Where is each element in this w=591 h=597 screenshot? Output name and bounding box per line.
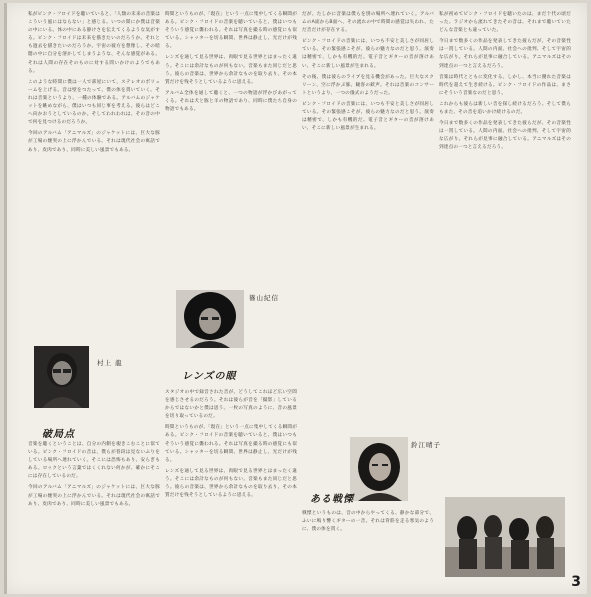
text-column-1-lower [28,441,160,584]
liner-notes-page [4,3,587,594]
paragraph: これからも彼らは新しい音を探し続けるだろう。そして僕らもまた、その音を追いかけ続けるのだ。 [439,101,571,116]
paragraph: 音楽を聴くということは、自分の内側を覗きこむことに似ている。ピンク・フロイドの音は、僕らが普段は見ないふりをしている場所へ連れていく。そこには恐怖もあり、安らぎもある。ロックという言葉ではくくれない何かが、確かにそこには存在しているのだ。 [28,442,160,480]
text-column-3-lower [302,510,434,584]
author-photo-terayama [176,290,244,348]
page-number: 3 [571,574,581,590]
paragraph: レンズを通して見る世界は、肉眼で見る世界とはまったく違う。そこには余計なものが何もない。音楽もまた同じだと思う。彼らの音楽は、世界から余計なものを取り去り、その本質だけを残そうとしているように思える。 [165,468,297,499]
author-photo-hosono [350,437,408,501]
paragraph: このような時間に僕は一人で部屋にいて、ステレオのボリュームを上げる。音は壁をつたって、僕の体を貫いていく。それは音楽というより、一種の体験である。アルバムのジャケットを眺めながら、僕はいつも同じ事を考える。彼らはどこへ向かおうとしているのか。そしてわれわれは、その音の中で何を見つけるのだろうか。 [28,79,160,126]
paragraph: 私が初めてピンク・フロイドを聴いたのは、まだ十代の頃だった。ラジオから流れてきたその音は、それまで聴いていたどんな音楽とも違っていた。 [439,12,571,34]
photo-caption-name: 篠山紀信 [249,294,279,302]
paragraph: 音楽は時代とともに変化する。しかし、本当に優れた音楽は時代を超えて生き続ける。ピンク・フロイドの作品は、まさにそういう音楽なのだと思う。 [439,74,571,96]
photo-caption-name: 鈴江晴子 [411,441,441,449]
author-photo-murakami [34,346,89,408]
paragraph: 今日まで数多くの作品を発表してきた彼らだが、その音楽性は一貫している。人間の内面、社会への批判、そして宇宙的な広がり。それらが見事に融合している。アニマルズはその到達点の一つと言えるだろう。 [439,39,571,69]
paragraph: アルバム全体を通して聴くと、一つの物語が浮かびあがってくる。それは犬と豚と羊の物語であり、同時に僕たち自身の物語でもある。 [165,90,297,113]
paragraph: 時間というものが、「現在」という一点に集中してくる瞬間がある。ピンク・フロイドの音楽を聴いていると、僕はいつもそういう感覚に襲われる。それは写真を撮る時の感覚にも似ている。シャッターを切る瞬間、世界は静止し、光だけが残る。 [165,425,297,463]
paragraph: ピンク・フロイドの音楽には、いつも不安と美しさが同居している。その緊張感こそが、彼らの魅力なのだと思う。演奏は精密で、しかも有機的だ。電子音とギターの音が溶けあい、そこに新しい風景が生まれる。 [302,101,434,132]
section-title: ある戦慄 [310,494,354,505]
text-column-2 [165,11,297,279]
text-column-4 [439,11,571,481]
paragraph: 今回のアルバム「アニマルズ」のジャケットには、巨大な豚が工場の煙突の上に浮かんでいる。それは現代社会の寓話であり、皮肉であり、同時に美しい風景でもある。 [28,131,160,153]
paragraph: 戦慄というものは、音の中からやってくる。静かな部分で、ふいに鳴り響くギターの一音。それは背筋を走る寒気のように、僕の体を貫く。 [302,511,434,533]
paragraph: 私がピンク・フロイドを聴いていると、「人類の未来の音楽はこういう風にはならない」と感じる。いつの間にか僕は音楽の中にいる。体の中にある静けさを伝えてくるような気がする。ピンク・フロイドは未来を描きたいのだろうか。それとも過去を描きたいのだろうか。宇宙の彼方を想像し、その暗闇の中に自分を溶かしてしまうような、そんな感覚がある。それは人間の存在そのものに対する問いかけのようでもある。 [28,12,160,74]
text-column-2-lower [165,389,297,584]
photo-caption-name: 村上 龍 [97,359,123,367]
paragraph: その後、僕は彼らのライブを見る機会があった。巨大なスクリーン、空に浮かぶ豚、観客の歓声。それは音楽のコンサートというより、一つの儀式のようだった。 [302,74,434,96]
section-title: 破局点 [42,429,75,440]
paragraph: 時間というものが、「現在」という一点に集中してくる瞬間がある。ピンク・フロイドの音楽を聴いていると、僕はいつもそういう感覚に襲われる。それは写真を撮る時の感覚にも似ている。シャッターを切る瞬間、世界は静止し、光だけが残る。 [165,12,297,50]
paragraph: ピンク・フロイドの音楽には、いつも不安と美しさが同居している。その緊張感こそが、彼らの魅力なのだと思う。演奏は精密で、しかも有機的だ。電子音とギターの音が溶けあい、そこに新しい風景が生まれる。 [302,39,434,69]
paragraph: レンズを通して見る世界は、肉眼で見る世界とはまったく違う。そこには余計なものが何もない。音楽もまた同じだと思う。彼らの音楽は、世界から余計なものを取り去り、その本質だけを残そうとしているように思える。 [165,55,297,85]
paragraph: 今日まで数多くの作品を発表してきた彼らだが、その音楽性は一貫している。人間の内面、社会への批判、そして宇宙的な広がり。それらが見事に融合している。アニマルズはその到達点の一つと言えるだろう。 [439,121,571,151]
band-photo [445,497,565,577]
text-column-3 [302,11,434,426]
paragraph: スタジオの中で録音された音が、どうしてこれほど広い空間を感じさせるのだろう。それは彼らが音を「撮影」しているからではないかと僕は思う。一枚の写真のように、音の風景を切り取っているのだ。 [165,390,297,420]
paragraph: 今回のアルバム「アニマルズ」のジャケットには、巨大な豚が工場の煙突の上に浮かんでいる。それは現代社会の寓話であり、皮肉であり、同時に美しい風景でもある。 [28,485,160,507]
page-spine-shadow [4,3,7,594]
section-title: レンズの眼 [182,371,237,382]
paragraph: だが、たしかに音楽は僕らを別の場所へ連れていく。アルバムのA面からB面へ、その流れの中で時間の感覚は失われ、ただ音だけが存在する。 [302,12,434,34]
